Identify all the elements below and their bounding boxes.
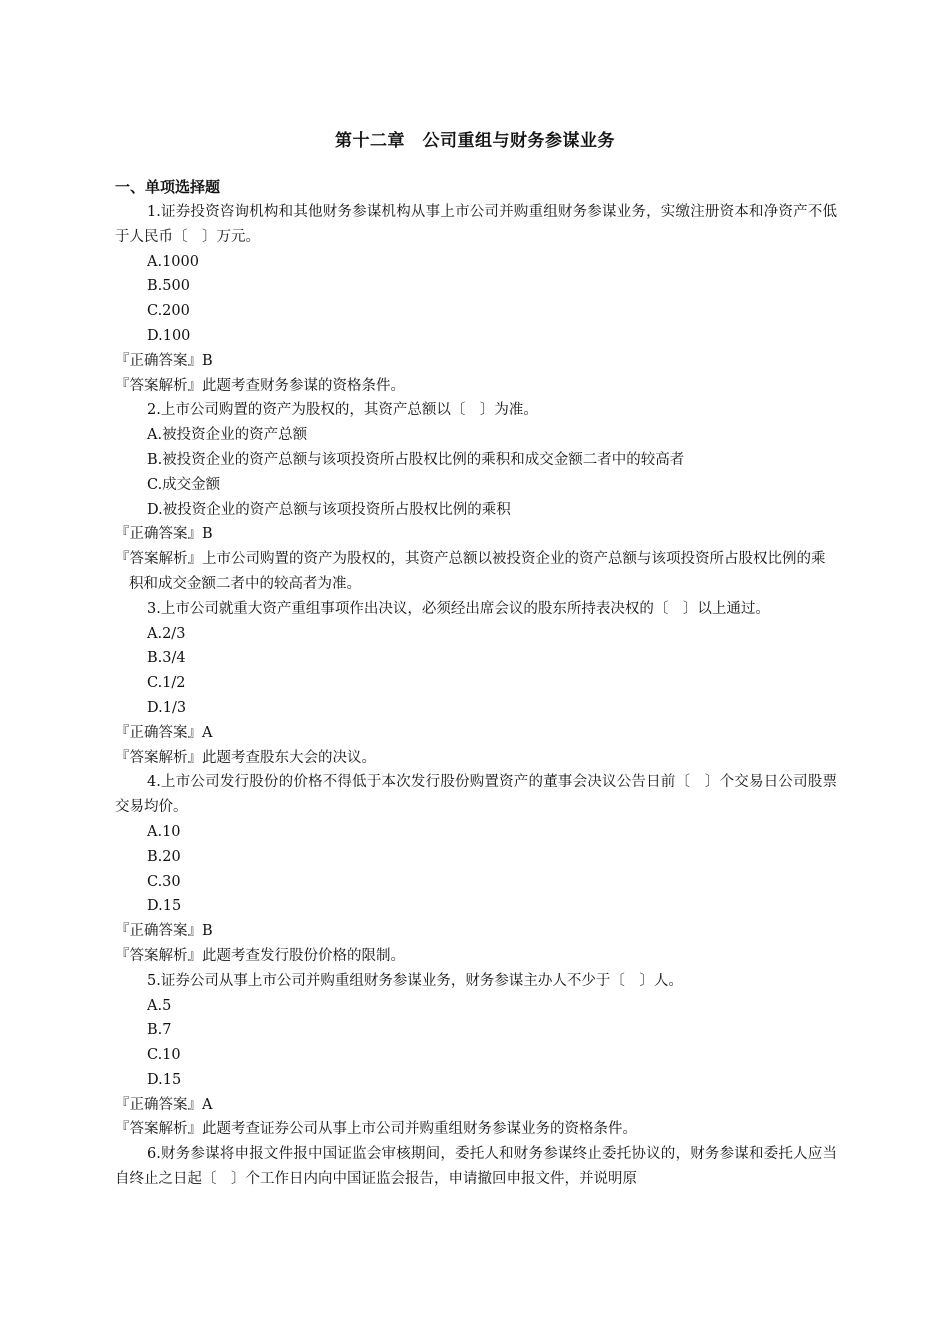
answer-explanation: 『答案解析』此题考查发行股份价格的限制。 [115,947,405,964]
question-stem: 2.上市公司购置的资产为股权的，其资产总额以〔 〕为准。 [147,402,538,419]
correct-answer: 『正确答案』B [115,923,213,940]
option: D.1/3 [147,699,187,716]
option: B.20 [147,848,181,865]
correct-answer: 『正确答案』A [115,724,213,741]
section-heading: 一、单项选择题 [115,178,221,196]
option: C.30 [147,873,181,890]
option: B.7 [147,1022,172,1039]
option: C.成交金额 [147,476,221,493]
question-stem: 3.上市公司就重大资产重组事项作出决议，必须经出席会议的股东所持表决权的〔 〕以上通过。 [147,600,770,617]
option: A.被投资企业的资产总额 [147,427,308,444]
option: C.1/2 [147,675,186,692]
answer-explanation: 『答案解析』上市公司购置的资产为股权的，其资产总额以被投资企业的资产总额与该项投资所占股权比例的乘积和成交金额二者中的较高者为准。 [115,551,826,592]
option: D.15 [147,898,182,915]
answer-explanation: 『答案解析』此题考查财务参谋的资格条件。 [115,377,405,394]
correct-answer: 『正确答案』B [115,526,213,543]
correct-answer: 『正确答案』A [115,1096,213,1113]
option: B.3/4 [147,650,186,667]
chapter-title: 第十二章 公司重组与财务参谋业务 [335,131,615,151]
option: D.100 [147,327,191,344]
option: B.500 [147,278,190,295]
option: A.5 [147,997,172,1014]
option: D.15 [147,1071,182,1088]
question-stem: 6.财务参谋将申报文件报中国证监会审核期间，委托人和财务参谋终止委托协议的，财务参谋和委托人应当自终止之日起〔 〕个工作日内向中国证监会报告，申请撤回申报文件，并说明原 [115,1146,837,1188]
option: A.2/3 [147,625,186,642]
option: D.被投资企业的资产总额与该项投资所占股权比例的乘积 [147,501,511,518]
question-stem: 4.上市公司发行股份的价格不得低于本次发行股份购置资产的董事会决议公告日前〔 〕个交易日公司股票交易均价。 [115,774,837,816]
answer-explanation: 『答案解析』此题考查股东大会的决议。 [115,749,376,766]
option: A.1000 [147,253,199,270]
correct-answer: 『正确答案』B [115,352,213,369]
option: C.200 [147,303,190,320]
question-stem: 1.证券投资咨询机构和其他财务参谋机构从事上市公司并购重组财务参谋业务，实缴注册资本和净资产不低于人民币〔 〕万元。 [115,204,837,245]
question-stem: 5.证券公司从事上市公司并购重组财务参谋业务，财务参谋主办人不少于〔 〕人。 [147,972,683,989]
option: A.10 [147,823,181,840]
answer-explanation: 『答案解析』此题考查证券公司从事上市公司并购重组财务参谋业务的资格条件。 [115,1121,637,1138]
option: B.被投资企业的资产总额与该项投资所占股权比例的乘积和成交金额二者中的较高者 [147,451,685,468]
option: C.10 [147,1047,181,1064]
question-list [115,200,837,1192]
